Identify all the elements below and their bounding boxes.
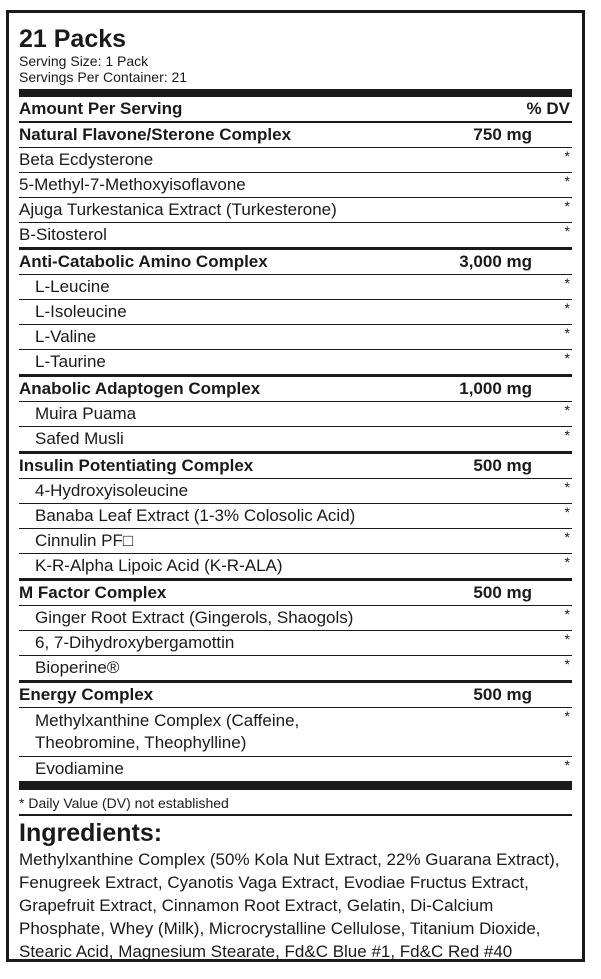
amount-per-serving-label: Amount Per Serving <box>19 99 183 118</box>
dv-asterisk: * <box>564 402 570 418</box>
ingredient-row <box>19 529 572 554</box>
dv-asterisk: * <box>564 300 570 316</box>
section-row <box>19 123 572 148</box>
ingredient-row <box>19 325 572 350</box>
ingredient-row <box>19 631 572 656</box>
servings-per-container: Servings Per Container: 21 <box>19 69 188 85</box>
dv-asterisk: * <box>564 223 570 239</box>
panel-content <box>19 13 572 963</box>
ingredient-row <box>19 479 572 504</box>
ingredients-text: Methylxanthine Complex (50% Kola Nut Extract, 22% Guarana Extract), Fenugreek Extract, Cyanotis Vaga Extract, Evodiae Fructus Extract, Grapefruit Extract, Cinnamon Root Extract, Gelatin, Di-Calcium Phosphate, Whey (Milk), Microcrystalline Cellulose, Titanium Dioxide, Stearic Acid, Magnesium Stearate, Fd&C Blue #1, Fd&C Red #40 <box>19 850 560 961</box>
ingredient-row <box>19 402 572 427</box>
ingredient-name: Safed Musli <box>35 429 124 448</box>
dv-asterisk: * <box>564 504 570 520</box>
section-row <box>19 579 572 606</box>
ingredient-name: Bioperine® <box>35 658 120 677</box>
serving-size: Serving Size: 1 Pack <box>19 53 149 69</box>
column-header <box>19 97 572 123</box>
ingredient-name: K-R-Alpha Lipoic Acid (K-R-ALA) <box>35 556 283 575</box>
ingredient-row <box>19 148 572 173</box>
dv-asterisk: * <box>564 631 570 647</box>
ingredient-row <box>19 708 572 757</box>
ingredient-row <box>19 350 572 375</box>
section-row <box>19 452 572 479</box>
section-amount: 500 mg <box>473 456 532 475</box>
ingredient-name: 6, 7-Dihydroxybergamottin <box>35 633 235 652</box>
ingredient-row <box>19 198 572 223</box>
ingredient-row <box>19 223 572 248</box>
section-name: Insulin Potentiating Complex <box>19 456 254 475</box>
dv-header: % DV <box>526 99 570 118</box>
ingredient-name: Cinnulin PF□ <box>35 531 134 550</box>
ingredient-row <box>19 656 572 681</box>
ingredient-name: L-Isoleucine <box>35 302 127 321</box>
ingredient-name: Evodiamine <box>35 759 124 778</box>
dv-asterisk: * <box>564 427 570 443</box>
section-name: Energy Complex <box>19 685 154 704</box>
ingredient-name: L-Taurine <box>35 352 106 371</box>
dv-asterisk: * <box>564 350 570 366</box>
ingredient-name: Ginger Root Extract (Gingerols, Shaogols) <box>35 608 354 627</box>
ingredient-name: 5-Methyl-7-Methoxyisoflavone <box>19 175 246 194</box>
ingredient-row <box>19 300 572 325</box>
label-title: 21 Packs <box>19 25 127 53</box>
section-amount: 1,000 mg <box>459 379 532 398</box>
dv-asterisk: * <box>564 198 570 214</box>
thick-divider <box>19 89 572 97</box>
section-name: Natural Flavone/Sterone Complex <box>19 125 292 144</box>
dv-asterisk: * <box>564 656 570 672</box>
section-amount: 750 mg <box>473 125 532 144</box>
bottom-thick-divider <box>19 782 572 790</box>
dv-asterisk: * <box>564 275 570 291</box>
supplement-facts-panel <box>6 10 585 962</box>
ingredient-name: Methylxanthine Complex (Caffeine, Theobromine, Theophylline) <box>35 711 300 752</box>
dv-asterisk: * <box>564 173 570 189</box>
ingredient-row <box>19 504 572 529</box>
ingredient-row <box>19 275 572 300</box>
dv-asterisk: * <box>564 148 570 164</box>
ingredient-row <box>19 427 572 452</box>
ingredient-name: B-Sitosterol <box>19 225 107 244</box>
section-row <box>19 375 572 402</box>
section-row <box>19 248 572 275</box>
ingredient-name: L-Leucine <box>35 277 110 296</box>
ingredient-name: Ajuga Turkestanica Extract (Turkesterone) <box>19 200 337 219</box>
ingredient-name: L-Valine <box>35 327 97 346</box>
ingredient-name: Muira Puama <box>35 404 137 423</box>
dv-asterisk: * <box>564 554 570 570</box>
ingredient-row <box>19 554 572 579</box>
dv-asterisk: * <box>564 757 570 773</box>
section-name: M Factor Complex <box>19 583 167 602</box>
ingredient-row <box>19 606 572 631</box>
ingredient-row <box>19 173 572 198</box>
nutrient-rows <box>19 123 572 782</box>
dv-asterisk: * <box>564 479 570 495</box>
ingredient-name: Banaba Leaf Extract (1-3% Colosolic Acid) <box>35 506 356 525</box>
dv-asterisk: * <box>564 325 570 341</box>
dv-asterisk: * <box>564 606 570 622</box>
section-name: Anabolic Adaptogen Complex <box>19 379 261 398</box>
footnote: * Daily Value (DV) not established <box>19 790 572 816</box>
ingredient-name: Beta Ecdysterone <box>19 150 154 169</box>
ingredient-row <box>19 757 572 782</box>
ingredient-name: 4-Hydroxyisoleucine <box>35 481 189 500</box>
section-name: Anti-Catabolic Amino Complex <box>19 252 268 271</box>
dv-asterisk: * <box>564 708 570 724</box>
section-amount: 3,000 mg <box>459 252 532 271</box>
section-row <box>19 681 572 708</box>
dv-asterisk: * <box>564 529 570 545</box>
section-amount: 500 mg <box>473 685 532 704</box>
section-amount: 500 mg <box>473 583 532 602</box>
ingredients-title: Ingredients: <box>19 819 163 847</box>
